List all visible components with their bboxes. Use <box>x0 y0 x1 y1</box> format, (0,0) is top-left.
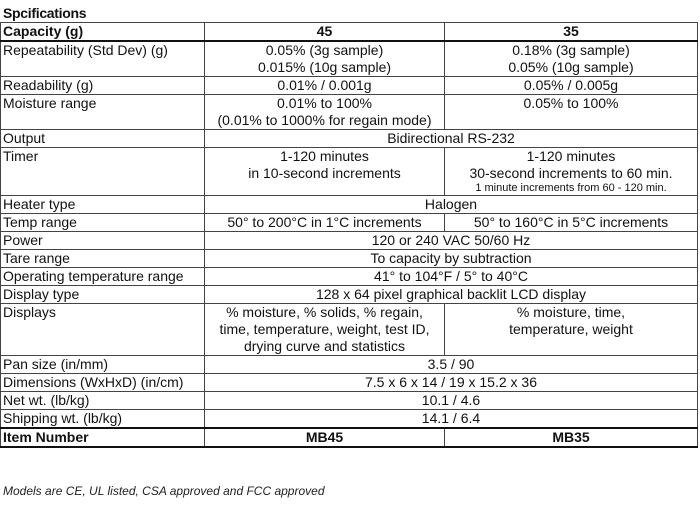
footnote: Models are CE, UL listed, CSA approved and FCC approved <box>3 484 325 498</box>
table-row <box>1 304 698 356</box>
cell-line: 0.01% to 100% <box>277 95 372 111</box>
cell-line: 0.18% (3g sample) <box>512 42 630 58</box>
cell-line: time, temperature, weight, test ID, <box>219 321 430 337</box>
page-title: Spcifications <box>3 5 87 21</box>
row-label: Displays <box>1 304 205 356</box>
cell-value: 50° to 200°C in 1°C increments <box>205 214 445 232</box>
cell-note: 1 minute increments from 60 - 120 min. <box>475 182 667 194</box>
header-label: Capacity (g) <box>1 23 205 42</box>
row-label: Output <box>1 130 205 148</box>
cell-line: (0.01% to 1000% for regain mode) <box>217 112 432 128</box>
cell-value <box>205 95 445 130</box>
cell-value: Bidirectional RS-232 <box>205 130 698 148</box>
table-row <box>1 130 698 148</box>
table-row <box>1 232 698 250</box>
table-row <box>1 250 698 268</box>
cell-value: 41° to 104°F / 5° to 40°C <box>205 268 698 286</box>
cell-value: 120 or 240 VAC 50/60 Hz <box>205 232 698 250</box>
row-label: Moisture range <box>1 95 205 130</box>
item-number-45: MB45 <box>205 428 445 447</box>
row-label: Tare range <box>1 250 205 268</box>
cell-value <box>445 41 698 77</box>
item-number-row <box>1 428 698 447</box>
cell-line: 1-120 minutes <box>526 148 616 164</box>
row-label: Dimensions (WxHxD) (in/cm) <box>1 374 205 392</box>
cell-value: Halogen <box>205 196 698 214</box>
header-model-35: 35 <box>445 23 698 42</box>
cell-value: To capacity by subtraction <box>205 250 698 268</box>
cell-value: 10.1 / 4.6 <box>205 392 698 410</box>
cell-value: 128 x 64 pixel graphical backlit LCD display <box>205 286 698 304</box>
row-label: Readability (g) <box>1 77 205 95</box>
table-row <box>1 214 698 232</box>
table-row <box>1 410 698 429</box>
table-row <box>1 95 698 130</box>
row-label: Item Number <box>1 428 205 447</box>
cell-line: % moisture, % solids, % regain, <box>226 304 423 320</box>
row-label: Temp range <box>1 214 205 232</box>
cell-value: 0.05% / 0.005g <box>445 77 698 95</box>
cell-line: temperature, weight <box>509 321 633 337</box>
table-row <box>1 392 698 410</box>
row-label: Operating temperature range <box>1 268 205 286</box>
cell-line: 0.015% (10g sample) <box>257 59 392 75</box>
cell-value: 0.05% to 100% <box>445 95 698 130</box>
table-row <box>1 77 698 95</box>
cell-line: 30-second increments to 60 min. <box>469 165 673 181</box>
row-label: Shipping wt. (lb/kg) <box>1 410 205 429</box>
row-label: Display type <box>1 286 205 304</box>
cell-value: 14.1 / 6.4 <box>205 410 698 429</box>
cell-line: 1-120 minutes <box>280 148 369 164</box>
cell-line: % moisture, time, <box>516 304 626 320</box>
row-label: Heater type <box>1 196 205 214</box>
row-label: Pan size (in/mm) <box>1 356 205 374</box>
cell-value: 0.01% / 0.001g <box>205 77 445 95</box>
row-label: Timer <box>1 148 205 196</box>
cell-line: 0.05% (3g sample) <box>265 42 384 58</box>
table-row <box>1 374 698 392</box>
table-row <box>1 268 698 286</box>
cell-value <box>445 148 698 196</box>
cell-value <box>445 304 698 356</box>
spec-table <box>0 22 698 448</box>
cell-value: 50° to 160°C in 5°C increments <box>445 214 698 232</box>
table-row <box>1 196 698 214</box>
cell-value: 3.5 / 90 <box>205 356 698 374</box>
cell-line: in 10-second increments <box>248 165 401 181</box>
item-number-35: MB35 <box>445 428 698 447</box>
table-row <box>1 286 698 304</box>
row-label: Power <box>1 232 205 250</box>
table-row <box>1 41 698 77</box>
table-row <box>1 356 698 374</box>
cell-value <box>205 148 445 196</box>
row-label: Repeatability (Std Dev) (g) <box>1 41 205 77</box>
cell-line: 0.05% (10g sample) <box>508 59 634 75</box>
header-model-45: 45 <box>205 23 445 42</box>
table-row <box>1 148 698 196</box>
table-header-row <box>1 23 698 42</box>
cell-value <box>205 41 445 77</box>
row-label: Net wt. (lb/kg) <box>1 392 205 410</box>
cell-value <box>205 304 445 356</box>
cell-value: 7.5 x 6 x 14 / 19 x 15.2 x 36 <box>205 374 698 392</box>
cell-line: drying curve and statistics <box>243 338 406 354</box>
